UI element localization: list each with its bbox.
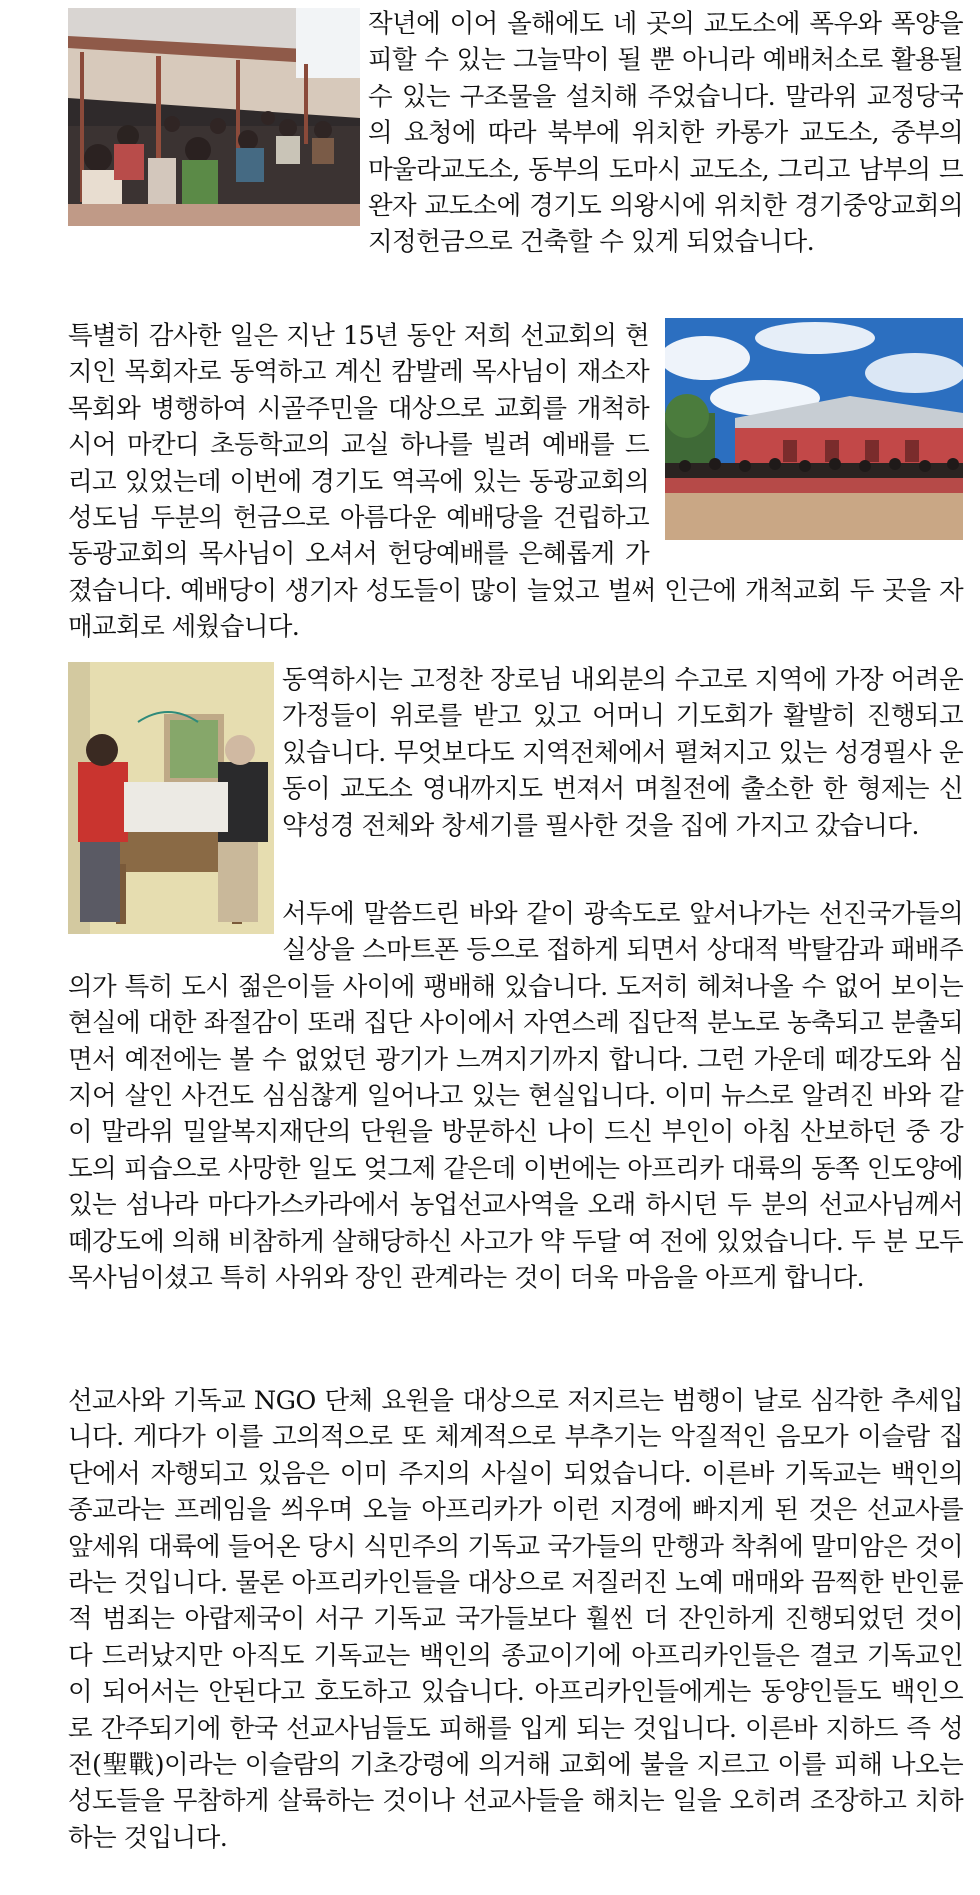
prison-shelter-image	[68, 8, 360, 226]
section-anti-christian-violence	[68, 1383, 963, 1856]
section-church-dedication	[68, 318, 963, 646]
section-bible-transcription	[68, 662, 963, 934]
bible-handover-image	[68, 662, 274, 934]
paragraph-bible-transcription: 동역하시는 고정찬 장로님 내외분의 수고로 지역에 가장 어려운 가정들이 위로를 받고 있고 어머니 기도회가 활발히 진행되고 있습니다. 무엇보다도 지역전체에서 펼쳐지고 있는 성경필사 운동이 교도소 영내까지도 번져서 며칠전에 출소한 한 형제는 신약성경 전체와 창세기를 필사한 것을 집에 가지고 갔습니다.	[282, 665, 963, 841]
section-safety-concerns	[68, 896, 963, 1296]
section-prison-shelters	[68, 6, 963, 261]
prison-shelter-photo	[68, 8, 360, 226]
bible-transcription-photo	[68, 662, 274, 934]
church-building-image	[665, 318, 963, 540]
paragraph-safety-concerns: 서두에 말씀드린 바와 같이 광속도로 앞서나가는 선진국가들의 실상을 스마트폰 등으로 접하게 되면서 상대적 박탈감과 패배주의가 특히 도시 젊은이들 사이에 팽배해 있습니다. 도저히 헤쳐나올 수 없어 보이는 현실에 대한 좌절감이 또래 집단 사이에서 자연스레 집단적 분노로 농축되고 분출되면서 예전에는 볼 수 없었던 광기가 느껴지기까지 합니다. 그런 가운데 떼강도와 심지어 살인 사건도 심심찮게 일어나고 있는 현실입니다. 이미 뉴스로 알려진 바와 같이 말라위 밀알복지재단의 단원을 방문하신 나이 드신 부인이 아침 산보하던 중 강도의 피습으로 사망한 일도 엊그제 같은데 이번에는 아프리카 대륙의 동쪽 인도양에 있는 섬나라 마다가스카라에서 농업선교사역을 오래 하시던 두 분의 선교사님께서 떼강도에 의해 비참하게 살해당하신 사고가 약 두달 여 전에 있었습니다. 두 분 모두 목사님이셨고 특히 사위와 장인 관계라는 것이 더욱 마음을 아프게 합니다.	[68, 899, 963, 1294]
photo-overhang-spacer	[68, 896, 274, 938]
church-dedication-photo	[665, 318, 963, 540]
paragraph-church-dedication: 특별히 감사한 일은 지난 15년 동안 저희 선교회의 현지인 목회자로 동역하고 계신 캄발레 목사님이 재소자 목회와 병행하여 시골주민을 대상으로 교회를 개척하시어 마칸디 초등학교의 교실 하나를 빌려 예배를 드리고 있었는데 이번에 경기도 역곡에 있는 동광교회의 성도님 두분의 헌금으로 아름다운 예배당을 건립하고 동광교회의 목사님이 오셔서 헌당예배를 은혜롭게 가졌습니다. 예배당이 생기자 성도들이 많이 늘었고 벌써 인근에 개척교회 두 곳을 자매교회로 세웠습니다.	[68, 321, 963, 643]
paragraph-prison-shelters: 작년에 이어 올해에도 네 곳의 교도소에 폭우와 폭양을 피할 수 있는 그늘막이 될 뿐 아니라 예배처소로 활용될 수 있는 구조물을 설치해 주었습니다. 말라위 교정당국의 요청에 따라 북부에 위치한 카롱가 교도소, 중부의 마울라교도소, 동부의 도마시 교도소, 그리고 남부의 므완자 교도소에 경기도 의왕시에 위치한 경기중앙교회의 지정헌금으로 건축할 수 있게 되었습니다.	[368, 9, 963, 258]
paragraph-anti-christian-violence: 선교사와 기독교 NGO 단체 요원을 대상으로 저지르는 범행이 날로 심각한 추세입니다. 게다가 이를 고의적으로 또 체계적으로 부추기는 악질적인 음모가 이슬람 집단에서 자행되고 있음은 이미 주지의 사실이 되었습니다. 이른바 기독교는 백인의 종교라는 프레임을 씌우며 오늘 아프리카가 이런 지경에 빠지게 된 것은 선교사를 앞세워 대륙에 들어온 당시 식민주의 기독교 국가들의 만행과 착취에 말미암은 것이라는 것입니다. 물론 아프리카인들을 대상으로 저질러진 노예 매매와 끔찍한 반인륜적 범죄는 아랍제국이 서구 기독교 국가들보다 훨씬 더 잔인하게 진행되었던 것이 다 드러났지만 아직도 기독교는 백인의 종교이기에 아프리카인들은 결코 기독교인이 되어서는 안된다고 호도하고 있습니다. 아프리카인들에게는 동양인들도 백인으로 간주되기에 한국 선교사님들도 피해를 입게 되는 것입니다. 이른바 지하드 즉 성전(聖戰)이라는 이슬람의 기초강령에 의거해 교회에 불을 지르고 이를 피해 나오는 성도들을 무참하게 살륙하는 것이나 선교사들을 해치는 일을 오히려 조장하고 치하하는 것입니다.	[68, 1386, 963, 1853]
